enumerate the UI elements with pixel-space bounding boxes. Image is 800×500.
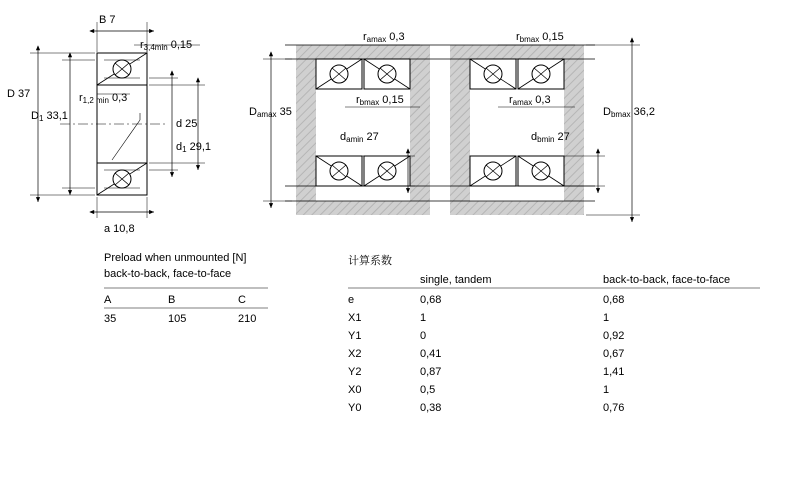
factor-btb: 1: [603, 312, 610, 324]
preload-header-B: B: [168, 294, 176, 306]
factor-name: e: [348, 294, 355, 306]
factor-single: 0,41: [420, 348, 442, 360]
factor-single: 0: [420, 330, 427, 342]
table-row: [348, 312, 768, 330]
factor-btb: 0,67: [603, 348, 625, 360]
label-d: d 25: [176, 118, 198, 130]
preload-header-C: C: [238, 294, 246, 306]
factor-btb: 1,41: [603, 366, 625, 378]
label-r12min: $r_{1,2 min}$ 0,3: [79, 92, 128, 105]
factor-single: 0,38: [420, 402, 442, 414]
label-Dbmax: $D_{bmax}$ 36,2: [603, 106, 655, 119]
preload-value-B: 105: [168, 313, 187, 325]
factor-single: 0,87: [420, 366, 442, 378]
preload-table-title: Preload when unmounted [N]: [104, 252, 247, 264]
preload-header-A: A: [104, 294, 112, 306]
factor-btb: 0,76: [603, 402, 625, 414]
factor-btb: 0,92: [603, 330, 625, 342]
factors-table-colheader-single: single, tandem: [420, 274, 492, 286]
factors-table-colheader-btb: back-to-back, face-to-face: [603, 274, 731, 286]
label-a: a 10,8: [104, 223, 135, 235]
label-D: D 37: [7, 88, 31, 100]
label-rbmax-right: $r_{bmax}$ 0,15: [516, 31, 564, 44]
table-row: [348, 348, 768, 366]
preload-table-subtitle: back-to-back, face-to-face: [104, 268, 232, 280]
factor-single: 0,68: [420, 294, 442, 306]
preload-value-A: 35: [104, 313, 117, 325]
table-row: [348, 366, 768, 384]
factor-name: X1: [348, 312, 362, 324]
table-row: [348, 330, 768, 348]
factor-single: 0,5: [420, 384, 436, 396]
factor-name: Y1: [348, 330, 362, 342]
label-damin: $d_{amin}$ 27: [340, 131, 379, 144]
factors-table-title: 计算系数: [348, 255, 392, 267]
middle-bearing-arrangement: [263, 45, 440, 215]
factors-table-rows: [348, 294, 768, 420]
factor-single: 1: [420, 312, 427, 324]
preload-table: [104, 252, 304, 280]
factor-btb: 0,68: [603, 294, 625, 306]
factor-name: X2: [348, 348, 362, 360]
preload-value-C: 210: [238, 313, 257, 325]
label-D1: $D_1$ 33,1: [31, 110, 68, 123]
factor-name: Y2: [348, 366, 362, 378]
factor-btb: 1: [603, 384, 610, 396]
label-dbmin: $d_{bmin}$ 27: [531, 131, 570, 144]
right-bearing-arrangement: [440, 38, 640, 222]
label-B: B 7: [99, 14, 116, 26]
label-ramax-right: $r_{amax}$ 0,3: [509, 94, 551, 107]
table-row: [348, 384, 768, 402]
label-rbmax-middle: $r_{bmax}$ 0,15: [356, 94, 404, 107]
factor-name: X0: [348, 384, 362, 396]
label-d1: $d_1$ 29,1: [176, 141, 212, 154]
factor-name: Y0: [348, 402, 362, 414]
label-r34min: $r_{3,4min}$ 0,15: [140, 39, 193, 52]
table-row: [348, 402, 768, 420]
table-row: [348, 294, 768, 312]
label-Damax: $D_{amax}$ 35: [249, 106, 292, 119]
label-ramax-middle: $r_{amax}$ 0,3: [363, 31, 405, 44]
